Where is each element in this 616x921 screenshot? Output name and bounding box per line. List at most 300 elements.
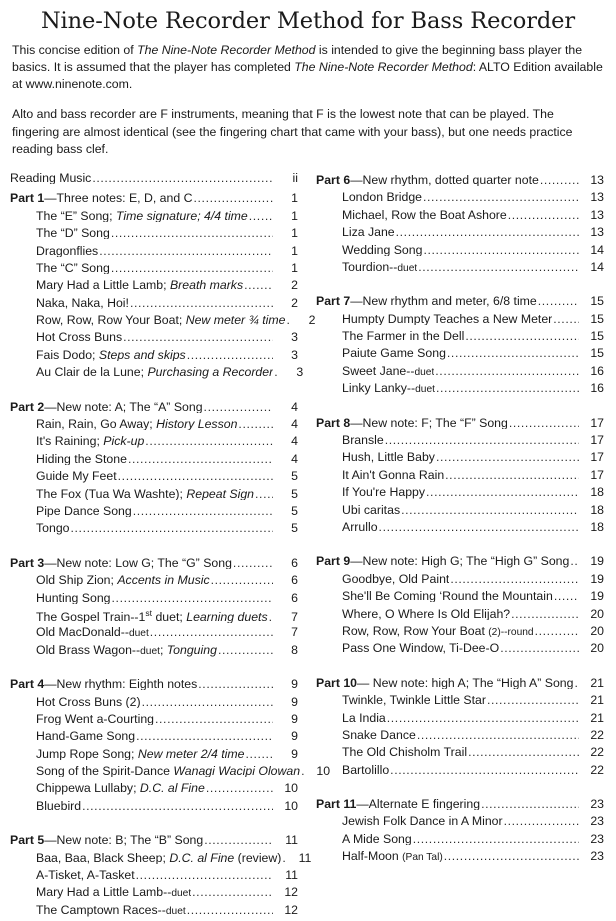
toc-page-number: 13 <box>590 207 604 222</box>
toc-page-number: 21 <box>590 710 604 725</box>
toc-label: Humpty Dumpty Teaches a New Meter <box>342 312 553 325</box>
toc-page-number: 19 <box>590 571 604 586</box>
toc-page-number: 18 <box>590 502 604 517</box>
toc-label: Old Ship Zion; Accents in Music <box>36 574 210 587</box>
toc-page-number: 5 <box>291 521 298 536</box>
toc-page-number: 3 <box>291 330 298 345</box>
dot-leader <box>249 210 273 222</box>
toc-page-number: 20 <box>590 623 604 638</box>
toc-song-entry[interactable] <box>10 713 298 730</box>
toc-part-heading[interactable] <box>10 557 298 574</box>
dot-leader <box>194 192 273 204</box>
dot-leader <box>198 678 273 690</box>
toc-page-number: 21 <box>590 675 604 690</box>
dot-leader <box>487 694 579 706</box>
toc-song-entry[interactable] <box>10 365 304 383</box>
toc-song-entry[interactable] <box>316 694 604 711</box>
toc-label: She'll Be Coming ‘Round the Mountain <box>342 590 553 603</box>
toc-page-number: 17 <box>590 450 604 465</box>
toc-page-number: 4 <box>291 417 298 432</box>
toc-song-entry[interactable] <box>10 262 298 279</box>
intro-text-1a: This concise edition of <box>12 42 138 57</box>
toc-part-heading[interactable] <box>316 295 604 312</box>
dot-leader <box>187 904 273 916</box>
toc-left-groups <box>10 191 331 921</box>
dot-leader <box>82 800 273 812</box>
toc-page-number: 9 <box>291 677 298 692</box>
toc-song-entry[interactable] <box>10 418 298 435</box>
toc-song-entry[interactable] <box>10 904 298 921</box>
toc-part-heading[interactable] <box>316 417 604 434</box>
toc-label: Arrullo <box>342 521 378 534</box>
toc-page-number: 15 <box>590 311 604 326</box>
toc-song-entry[interactable] <box>316 469 604 486</box>
toc-page-number: 1 <box>291 226 298 241</box>
toc-label: Part 2—New note: A; The “A” Song <box>10 400 203 413</box>
dot-leader <box>274 366 278 378</box>
toc-label: Mary Had a Little Lamb; Breath marks <box>36 279 244 292</box>
toc-group <box>316 295 604 399</box>
toc-label: Ubi caritas <box>342 503 401 516</box>
toc-label: Baa, Baa, Black Sheep; D.C. al Fine (review) <box>36 851 282 864</box>
toc-song-entry[interactable] <box>316 573 604 590</box>
toc-label: Tongo <box>36 522 70 535</box>
toc-entry-reading-music <box>10 172 298 189</box>
toc-song-entry[interactable] <box>10 609 298 626</box>
toc-label: Reading Music <box>10 171 92 185</box>
toc-group <box>10 833 312 921</box>
toc-page-number: 4 <box>291 434 298 449</box>
toc-song-entry[interactable] <box>10 488 298 505</box>
toc-label: A Mide Song <box>342 832 412 846</box>
dot-leader <box>554 590 579 602</box>
dot-leader <box>111 262 273 274</box>
intro-text-1c: : ALTO Edition available at www.ninenote.com. <box>12 59 603 92</box>
toc-label: Dragonflies <box>36 244 99 257</box>
toc-page-number: 9 <box>291 729 298 744</box>
toc-label: Part 5—New note: B; The “B” Song <box>10 834 204 847</box>
toc-label: Twinkle, Twinkle Little Star <box>342 694 486 707</box>
toc-page-number: 12 <box>284 902 298 917</box>
dot-leader <box>445 469 579 481</box>
toc-page-number: 2 <box>291 278 298 293</box>
toc-label: Row, Row, Row Your Boat (2)--round <box>342 624 534 638</box>
toc-page-number: 6 <box>291 590 298 605</box>
toc-song-entry[interactable] <box>10 210 298 227</box>
toc-song-entry[interactable] <box>316 850 604 867</box>
intro-italic-1: The Nine-Note Recorder Method <box>137 42 316 57</box>
toc-song-entry[interactable] <box>10 850 312 869</box>
toc-part-heading[interactable] <box>316 677 604 694</box>
toc-page-number: 5 <box>291 504 298 518</box>
dot-leader <box>465 330 579 342</box>
toc-label: Wedding Song <box>342 243 423 256</box>
toc-page-number: 9 <box>291 746 298 761</box>
toc-page-number: 15 <box>590 329 604 344</box>
toc-label: The Camptown Races--duet <box>36 903 186 917</box>
toc-label: Part 6—New rhythm, dotted quarter note <box>316 173 539 187</box>
toc-label: Hiding the Stone <box>36 452 127 466</box>
toc-label: Mary Had a Little Lamb--duet <box>36 886 192 900</box>
toc-label: Linky Lanky--duet <box>342 382 435 396</box>
toc-label: Hush, Little Baby <box>342 451 435 464</box>
dot-leader <box>192 886 273 898</box>
toc-song-entry[interactable] <box>316 590 604 607</box>
toc-label: Old MacDonald--duet <box>36 626 149 640</box>
intro-text-1b: is intended to give the beginning bass player the basics. It is assumed that the player has completed <box>12 42 583 74</box>
toc-page-number: 18 <box>590 520 604 534</box>
toc-page-number: 8 <box>291 642 298 657</box>
toc-label: The “C” Song <box>36 261 110 275</box>
dot-leader <box>413 833 579 845</box>
dot-leader <box>570 555 579 567</box>
toc-label: Row, Row, Row Your Boat; New meter ¾ time <box>36 314 286 327</box>
toc-page-number: 21 <box>590 693 604 708</box>
toc-label: Fais Dodo; Steps and skips <box>36 348 186 362</box>
toc-label: Michael, Row the Boat Ashore <box>342 208 507 222</box>
toc-label: Sweet Jane--duet <box>342 364 435 378</box>
dot-leader <box>282 852 286 864</box>
toc-song-entry[interactable] <box>316 313 604 330</box>
toc-song-entry[interactable] <box>10 696 298 713</box>
intro-paragraph-2: Alto and bass recorder are F instruments, meaning that F is the lowest note that can be played. The fingering are almost identical (see the fingering chart that came with your bass), but one needs practice reading bass clef. <box>12 107 573 156</box>
toc-page-number: 23 <box>590 831 604 846</box>
toc-page-number: 10 <box>284 781 298 796</box>
toc-page-number: 9 <box>291 711 298 726</box>
toc-page-number: 5 <box>291 469 298 484</box>
dot-leader <box>118 470 273 482</box>
toc-song-entry[interactable] <box>10 886 298 903</box>
toc-label: The Farmer in the Dell <box>342 330 465 343</box>
toc-page-number: 20 <box>590 606 604 621</box>
dot-leader <box>255 488 273 500</box>
toc-group <box>316 677 604 781</box>
toc-page-number: 2 <box>291 295 298 310</box>
toc-page-number: 23 <box>590 797 604 812</box>
toc-song-entry[interactable] <box>10 313 316 331</box>
toc-song-entry[interactable] <box>10 349 298 366</box>
toc-page-number: 1 <box>291 208 298 223</box>
toc-page-number: 5 <box>291 486 298 501</box>
dot-leader <box>244 279 273 291</box>
dot-leader <box>136 869 273 881</box>
toc-label: Au Clair de la Lune; Purchasing a Recorder <box>36 366 274 379</box>
toc-page-number: 3 <box>291 347 298 362</box>
toc-page-number: 9 <box>291 694 298 709</box>
toc-label: Hot Cross Buns (2) <box>36 695 141 708</box>
dot-leader <box>130 297 273 309</box>
toc-label: Half-Moon (Pan Tal) <box>342 850 443 864</box>
toc-label: Paiute Game Song <box>342 347 446 360</box>
toc-page-number: 20 <box>590 641 604 656</box>
toc-song-entry[interactable] <box>316 764 604 781</box>
toc-page-number: 11 <box>285 833 298 848</box>
dot-leader <box>92 172 273 184</box>
dot-leader <box>418 261 579 273</box>
toc-song-entry[interactable] <box>10 331 298 348</box>
toc-song-entry[interactable] <box>10 470 298 487</box>
toc-page-number: 1 <box>291 260 298 275</box>
toc-song-entry[interactable] <box>10 505 298 522</box>
toc-song-entry[interactable] <box>316 365 604 382</box>
toc-page-number: 4 <box>291 451 298 466</box>
toc-label: Hand-Game Song <box>36 730 136 743</box>
dot-leader <box>99 245 273 257</box>
toc-label: Pass One Window, Ti-Dee-O <box>342 642 500 655</box>
toc-song-entry[interactable] <box>316 244 604 261</box>
toc-song-entry[interactable] <box>316 434 604 451</box>
dot-leader <box>233 557 273 569</box>
toc-page-number: 23 <box>590 849 604 864</box>
toc-page-number: 17 <box>590 415 604 430</box>
dot-leader <box>133 505 273 517</box>
toc-song-entry[interactable] <box>10 522 298 539</box>
dot-leader <box>500 642 579 654</box>
toc-group <box>316 555 604 659</box>
toc-song-entry[interactable] <box>10 592 298 609</box>
toc-page-number: 12 <box>284 885 298 900</box>
toc-page-number: 18 <box>590 485 604 500</box>
toc-label: Part 4—New rhythm: Eighth notes <box>10 678 198 691</box>
dot-leader <box>155 713 273 725</box>
toc-song-entry[interactable] <box>316 833 604 850</box>
dot-leader <box>444 850 579 862</box>
toc-page-number: 10 <box>284 798 298 813</box>
dot-leader <box>387 712 579 724</box>
toc-song-entry[interactable] <box>10 869 298 886</box>
toc-song-entry[interactable] <box>10 730 298 747</box>
toc-song-entry[interactable] <box>316 191 604 208</box>
toc-song-entry[interactable] <box>10 764 331 782</box>
toc-song-entry[interactable] <box>316 746 604 763</box>
dot-leader <box>379 521 579 533</box>
toc-label: It's Raining; Pick-up <box>36 435 145 448</box>
toc-part-heading[interactable] <box>10 678 298 695</box>
dot-leader <box>142 696 273 708</box>
toc-label: Part 8—New note: F; The “F” Song <box>316 416 508 429</box>
toc-label: Bartolillo <box>342 763 390 776</box>
intro-paragraph-1 <box>12 42 604 94</box>
dot-leader <box>553 313 579 325</box>
toc-page-number: 22 <box>590 745 604 760</box>
dot-leader <box>390 764 579 776</box>
toc-song-entry[interactable] <box>316 625 604 642</box>
toc-label: Chippewa Lullaby; D.C. al Fine <box>36 782 205 795</box>
toc-song-entry[interactable] <box>316 347 604 364</box>
toc-label: Part 11—Alternate E fingering <box>316 798 481 811</box>
toc-group <box>316 174 604 278</box>
dot-leader <box>206 782 273 794</box>
toc-label: Part 7—New rhythm and meter, 6/8 time <box>316 295 537 308</box>
dot-leader <box>204 834 273 846</box>
toc-song-entry[interactable] <box>10 297 298 314</box>
toc-song-entry[interactable] <box>10 227 298 244</box>
toc-song-entry[interactable] <box>316 486 604 503</box>
dot-leader <box>447 347 579 359</box>
toc-group <box>10 557 298 661</box>
toc-song-entry[interactable] <box>316 521 604 538</box>
toc-page-number: 6 <box>291 573 298 588</box>
dot-leader <box>509 417 579 429</box>
toc-page-number: 1 <box>291 191 298 206</box>
intro-italic-2: The Nine-Note Recorder Method <box>294 59 473 74</box>
dot-leader <box>136 730 273 742</box>
dot-leader <box>417 729 579 741</box>
toc-page-number: 19 <box>590 589 604 604</box>
dot-leader <box>150 626 273 638</box>
toc-label: Snake Dance <box>342 728 416 742</box>
toc-label: If You're Happy <box>342 486 426 499</box>
toc-label: Old Brass Wagon--duet; Tonguing <box>36 643 217 657</box>
dot-leader <box>204 401 273 413</box>
toc-label: Goodbye, Old Paint <box>342 572 450 586</box>
dot-leader <box>286 314 290 326</box>
dot-leader <box>535 625 579 637</box>
toc-song-entry[interactable] <box>316 642 604 659</box>
page-title: Nine-Note Recorder Method for Bass Recorder <box>40 8 576 34</box>
dot-leader <box>508 209 579 221</box>
dot-leader <box>435 365 579 377</box>
toc-page-number: 22 <box>590 762 604 777</box>
dot-leader <box>71 522 273 534</box>
dot-leader <box>401 504 579 516</box>
toc-page-number: 16 <box>590 363 604 378</box>
toc-part-heading[interactable] <box>316 798 604 815</box>
toc-part-heading[interactable] <box>10 834 298 851</box>
toc-song-entry[interactable] <box>316 382 604 399</box>
dot-leader <box>385 434 579 446</box>
dot-leader <box>538 295 579 307</box>
toc-label: Guide My Feet <box>36 470 117 483</box>
toc-song-entry[interactable] <box>10 245 298 262</box>
toc-page-number: 7 <box>291 625 298 640</box>
dot-leader <box>269 611 273 623</box>
toc-label: Part 1—Three notes: E, D, and C <box>10 192 193 205</box>
toc-label: The Fox (Tua Wa Washte); Repeat Sign <box>36 487 255 500</box>
toc-page-number: 10 <box>316 764 331 779</box>
toc-song-entry[interactable] <box>316 504 604 521</box>
toc-song-entry[interactable] <box>10 435 298 452</box>
toc-label: Where, O Where Is Old Elijah? <box>342 607 511 620</box>
toc-song-entry[interactable] <box>316 330 604 347</box>
toc-page-number: 4 <box>291 399 298 414</box>
toc-page-number: 1 <box>291 243 298 258</box>
toc-part-heading[interactable] <box>10 401 298 418</box>
toc-page-number: 3 <box>296 365 304 380</box>
toc-song-entry[interactable] <box>10 626 298 643</box>
toc-label: Tourdion--duet <box>342 260 418 274</box>
toc-song-entry[interactable] <box>316 608 604 625</box>
toc-page-number: 17 <box>590 467 604 482</box>
toc-song-entry[interactable] <box>316 815 604 832</box>
toc-label: The “E” Song; Time signature; 4/4 time <box>36 209 248 223</box>
dot-leader <box>123 331 273 343</box>
toc-label: Bransle <box>342 434 384 447</box>
toc-song-entry[interactable] <box>10 574 298 591</box>
toc-page-number: 6 <box>291 555 298 570</box>
dot-leader <box>504 815 579 827</box>
toc-label: Hunting Song <box>36 591 111 604</box>
document-page <box>0 8 616 917</box>
dot-leader <box>111 227 273 239</box>
toc-song-entry[interactable] <box>316 451 604 468</box>
toc-song-entry[interactable] <box>316 712 604 729</box>
toc-label: Song of the Spirit-Dance Wanagi Wacipi Olowan <box>36 765 301 778</box>
toc-page-number: 11 <box>285 868 298 883</box>
toc-song-entry[interactable] <box>10 453 298 470</box>
toc-label: Part 10— New note: high A; The “High A” Song <box>316 676 574 690</box>
toc-page-number: 13 <box>590 190 604 205</box>
toc-page-number: ii <box>292 170 298 185</box>
dot-leader <box>540 174 579 186</box>
dot-leader <box>423 244 579 256</box>
toc-page-number: 17 <box>590 433 604 448</box>
toc-label: It Ain't Gonna Rain <box>342 468 445 482</box>
toc-group <box>316 417 604 539</box>
toc-page-number: 11 <box>298 850 312 865</box>
toc-page-number: 22 <box>590 727 604 742</box>
toc-page-number: 13 <box>590 225 604 240</box>
dot-leader <box>301 765 305 777</box>
toc-group <box>10 677 331 817</box>
toc-song-entry[interactable] <box>316 729 604 746</box>
toc-label: The Gospel Train--1st duet; Learning duets <box>36 608 268 624</box>
toc-group <box>10 401 298 540</box>
dot-leader <box>187 349 273 361</box>
toc-song-entry[interactable] <box>10 748 298 765</box>
toc-song-entry[interactable] <box>316 209 604 226</box>
toc-page-number: 19 <box>590 554 604 569</box>
toc-song-entry[interactable] <box>316 261 604 278</box>
dot-leader <box>245 748 273 760</box>
toc-label: Rain, Rain, Go Away; History Lesson <box>36 418 238 431</box>
toc-label: La India <box>342 711 386 724</box>
dot-leader <box>145 435 273 447</box>
dot-leader <box>450 573 579 585</box>
toc-song-entry[interactable] <box>10 279 298 296</box>
toc-label: Bluebird <box>36 799 82 813</box>
toc-label: Liza Jane <box>342 226 395 239</box>
toc-label: London Bridge <box>342 191 422 204</box>
toc-page-number: 2 <box>308 313 316 328</box>
dot-leader <box>436 451 579 463</box>
toc-label: Part 9—New note: High G; The “High G” Song <box>316 555 570 568</box>
dot-leader <box>575 677 580 689</box>
dot-leader <box>426 486 579 498</box>
toc-page-number: 16 <box>590 381 604 396</box>
toc-page-number: 14 <box>590 259 604 274</box>
toc-song-entry[interactable] <box>316 226 604 243</box>
toc-right-groups <box>316 174 604 868</box>
toc-label: Naka, Naka, Hoi! <box>36 296 129 309</box>
toc-page-number: 13 <box>590 172 604 187</box>
dot-leader <box>112 592 273 604</box>
toc-part-heading[interactable] <box>316 174 604 191</box>
toc-page-number: 15 <box>590 294 604 309</box>
dot-leader <box>436 382 579 394</box>
toc-song-entry[interactable] <box>10 782 298 799</box>
dot-leader <box>468 746 579 758</box>
toc-part-heading[interactable] <box>316 555 604 572</box>
toc-label: Part 3—New note: Low G; The “G” Song <box>10 556 232 570</box>
toc-song-entry[interactable] <box>10 644 298 661</box>
toc-page-number: 7 <box>291 610 298 625</box>
toc-label: Frog Went a-Courting <box>36 712 155 726</box>
toc-page-number: 15 <box>590 346 604 361</box>
toc-part-heading[interactable] <box>10 192 298 209</box>
dot-leader <box>423 191 579 203</box>
toc-label: Jewish Folk Dance in A Minor <box>342 815 503 828</box>
